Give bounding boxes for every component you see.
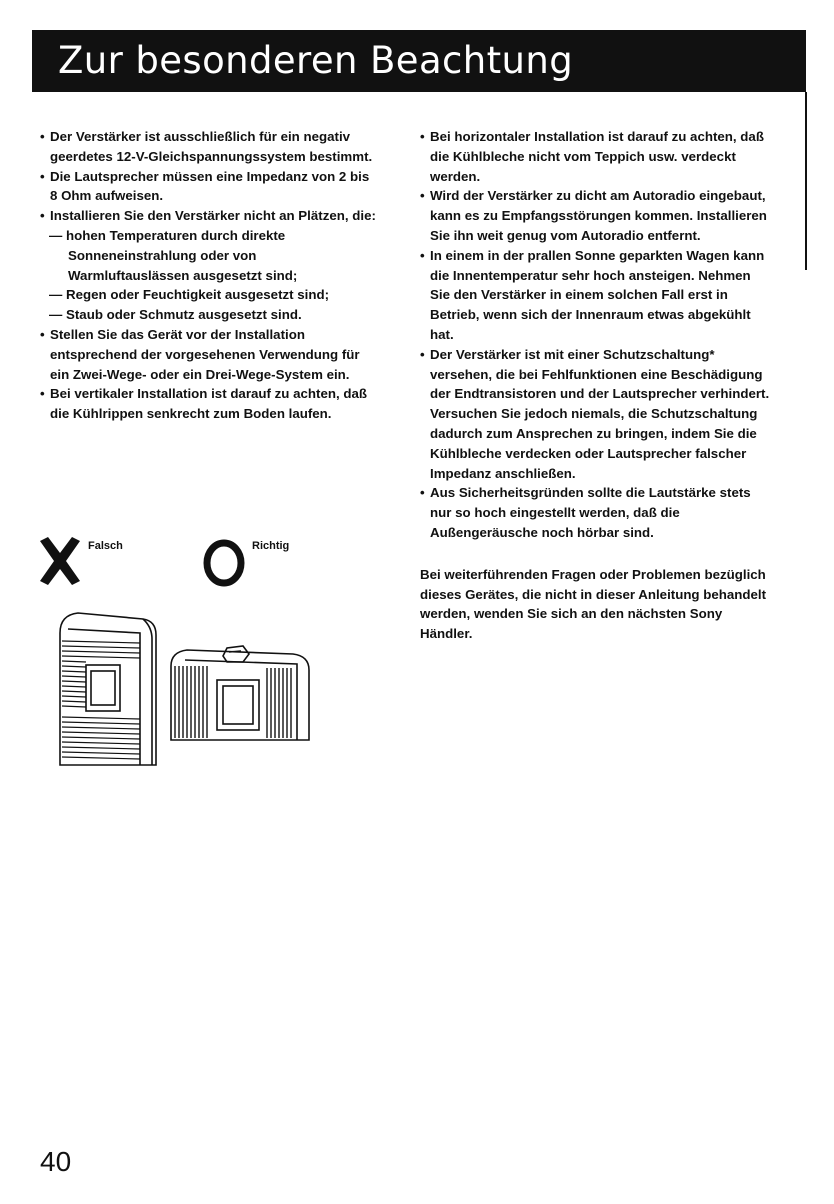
right-label: Richtig xyxy=(252,540,290,552)
page-title: Zur besonderen Beachtung xyxy=(58,39,574,82)
page-number: 40 xyxy=(40,1146,72,1177)
cross-mark-icon xyxy=(36,535,84,587)
title-bar xyxy=(32,30,806,92)
support-note: Bei weiterführenden Fragen oder Problemen bezüglich dieses Gerätes, die nicht in dieser Anleitung behandelt werden, wenden Sie sich an den nächsten Sony Händler. xyxy=(420,566,767,642)
wrong-label: Falsch xyxy=(88,540,123,552)
right-column xyxy=(420,127,772,644)
list-item: • Der Verstärker ist ausschließlich für ein negativ geerdetes 12-V-Gleichspannungssystem bestimmt. xyxy=(40,127,380,167)
amplifier-vertical-illustration xyxy=(48,605,163,775)
list-item: • Bei horizontaler Installation ist darauf zu achten, daß die Kühlbleche nicht vom Teppich usw. verdeckt werden. xyxy=(420,127,772,186)
list-item: • Der Verstärker ist mit einer Schutzschaltung* versehen, die bei Fehlfunktionen eine Beschädigung der Endtransistoren und der Lautsprecher verhindert. Versuchen Sie jedoch niemals, die Schutzschaltung dadurch zum Ansprechen zu bringen, indem Sie die Kühlbleche verdecken oder Lautsprecher falscher Impedanz anschließen. xyxy=(420,345,772,484)
right-edge-rule xyxy=(805,92,807,270)
list-item: • Wird der Verstärker zu dicht am Autoradio eingebaut, kann es zu Empfangsstörungen kommen. Installieren Sie ihn weit genug vom Autoradio entfernt. xyxy=(420,186,772,245)
list-item: • Bei vertikaler Installation ist darauf zu achten, daß die Kühlrippen senkrecht zum Boden laufen. xyxy=(40,384,380,424)
sub-list-item: — Regen oder Feuchtigkeit ausgesetzt sind; xyxy=(40,285,380,305)
sub-list-item: — Staub oder Schmutz ausgesetzt sind. xyxy=(40,305,380,325)
list-item: • Aus Sicherheitsgründen sollte die Lautstärke stets nur so hoch eingestellt werden, daß die Außengeräusche noch hörbar sind. xyxy=(420,483,772,542)
sub-list-item: — hohen Temperaturen durch direkte Sonneneinstrahlung oder von Warmluftauslässen ausgesetzt sind; xyxy=(40,226,380,285)
circle-mark-icon xyxy=(200,536,250,588)
list-item: • In einem in der prallen Sonne geparkten Wagen kann die Innentemperatur sehr hoch ansteigen. Nehmen Sie den Verstärker in einem solchen Fall erst in Betrieb, wenn sich der Innenraum etwas abgekühlt hat. xyxy=(420,246,772,345)
left-column xyxy=(40,127,380,424)
list-item: • Die Lautsprecher müssen eine Impedanz von 2 bis 8 Ohm aufweisen. xyxy=(40,167,380,207)
amplifier-horizontal-illustration xyxy=(163,636,315,746)
list-item: • Installieren Sie den Verstärker nicht an Plätzen, die: xyxy=(40,206,380,226)
list-item: • Stellen Sie das Gerät vor der Installation entsprechend der vorgesehenen Verwendung für ein Zwei-Wege- oder ein Drei-Wege-System ein. xyxy=(40,325,380,384)
